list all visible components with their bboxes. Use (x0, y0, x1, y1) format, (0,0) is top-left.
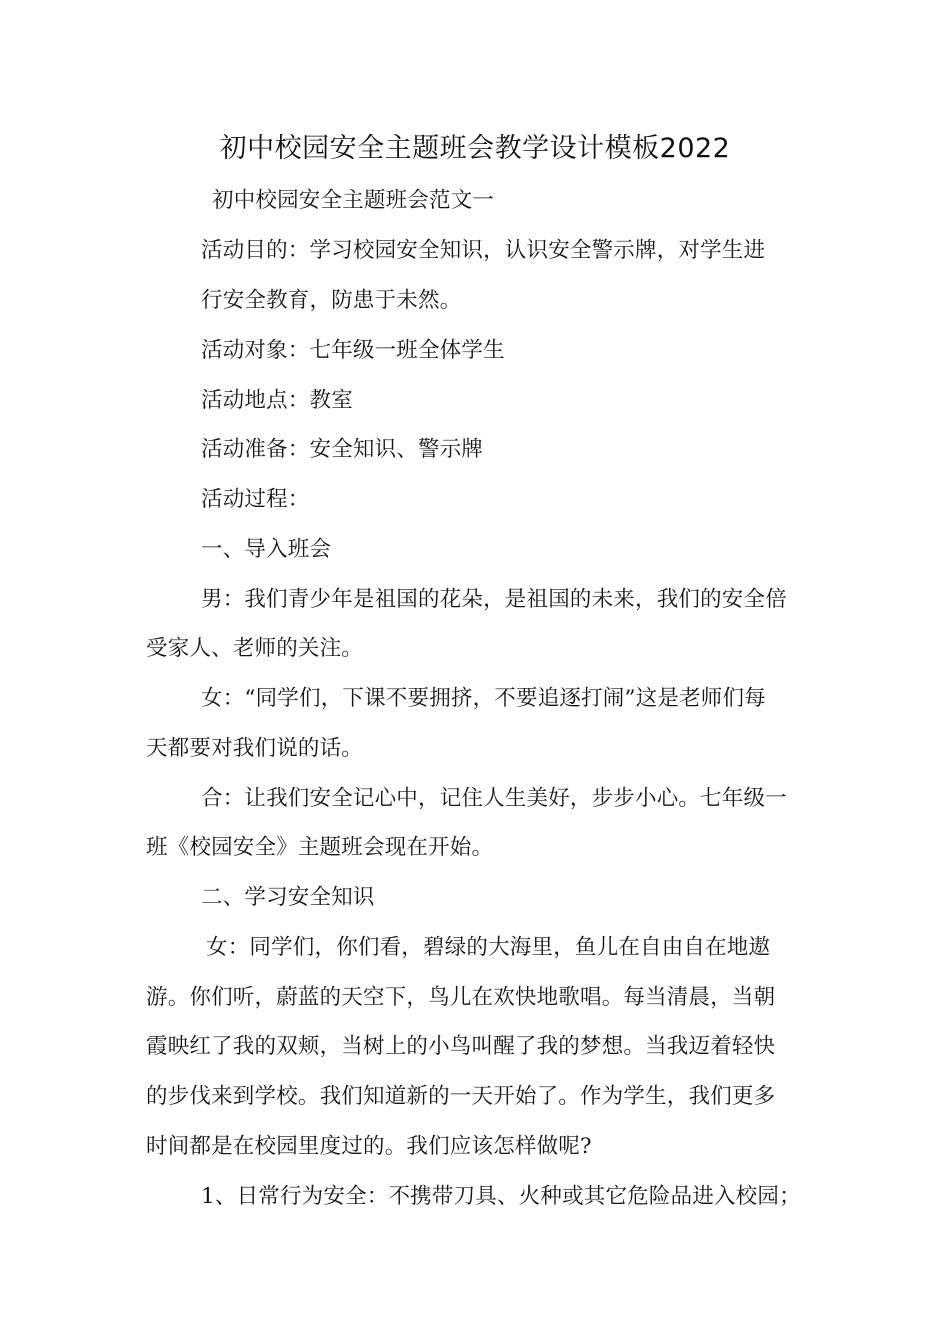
paragraph-line: 活动地点：教室 (201, 388, 353, 413)
paragraph-line: 天都要对我们说的话。 (146, 736, 364, 761)
paragraph-line: 行安全教育，防患于未然。 (201, 288, 462, 313)
paragraph-line: 时间都是在校园里度过的。我们应该怎样做呢? (146, 1134, 592, 1159)
paragraph-line: 女：“同学们，下课不要拥挤，不要追逐打闹”这是老师们每 (201, 686, 766, 711)
paragraph-line: 女：同学们，你们看，碧绿的大海里，鱼儿在自由自在地遨 (206, 935, 771, 960)
paragraph-line: 合：让我们安全记心中，记住人生美好，步步小心。七年级一 (201, 786, 787, 811)
document-title: 初中校园安全主题班会教学设计模板2022 (219, 133, 731, 164)
paragraph-line: 活动对象：七年级一班全体学生 (201, 338, 505, 363)
paragraph-line: 的步伐来到学校。我们知道新的一天开始了。作为学生，我们更多 (146, 1084, 776, 1109)
paragraph-line: 活动目的：学习校园安全知识，认识安全警示牌，对学生进 (201, 238, 766, 263)
list-item: 1、日常行为安全：不携带刀具、火种或其它危险品进入校园； (201, 1184, 801, 1209)
paragraph-line: 受家人、老师的关注。 (146, 636, 364, 661)
paragraph-line: 霞映红了我的双颊，当树上的小鸟叫醒了我的梦想。当我迈着轻快 (146, 1034, 776, 1059)
section-heading: 一、导入班会 (201, 537, 332, 562)
paragraph-line: 活动准备：安全知识、警示牌 (201, 437, 484, 462)
paragraph-line: 男：我们青少年是祖国的花朵，是祖国的未来，我们的安全倍 (201, 587, 787, 612)
section-heading: 二、学习安全知识 (201, 885, 375, 910)
paragraph-line: 班《校园安全》主题班会现在开始。 (146, 835, 494, 860)
subtitle-line: 初中校园安全主题班会范文一 (212, 188, 495, 213)
paragraph-line: 活动过程： (201, 487, 310, 512)
paragraph-line: 游。你们听，蔚蓝的天空下，鸟儿在欢快地歌唱。每当清晨，当朝 (146, 985, 776, 1010)
